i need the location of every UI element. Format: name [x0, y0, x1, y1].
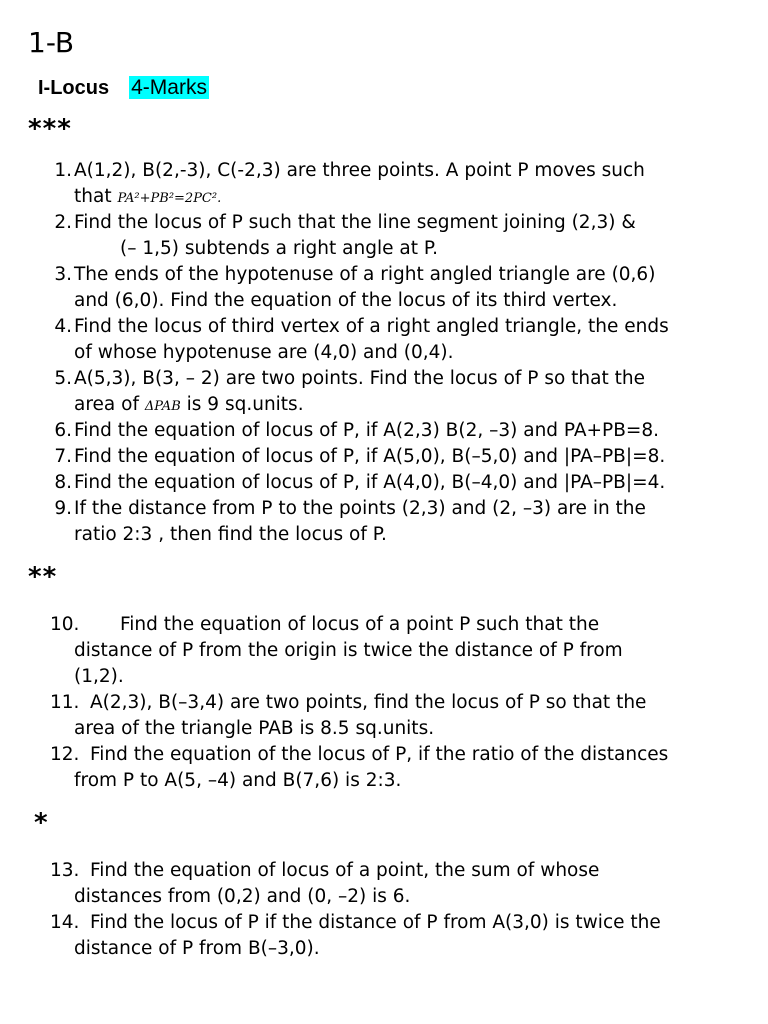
question-text: Find the locus of P if the distance of P from A(3,0) is twice the: [90, 912, 661, 933]
question-text: Find the equation of locus of a point P such that the: [120, 614, 600, 635]
question-text-line2: from P to A(5, –4) and B(7,6) is 2:3.: [74, 770, 402, 791]
question-number: 12.: [50, 744, 80, 765]
question-text: A(1,2), B(2,-3), C(-2,3) are three points. A point P moves such: [74, 160, 645, 181]
question-number: 4.: [54, 316, 72, 337]
question-text-line2: ratio 2:3 , then find the locus of P.: [74, 524, 387, 545]
question-text-line2: area of the triangle PAB is 8.5 sq.units.: [74, 718, 435, 739]
question-text: A(5,3), B(3, – 2) are two points. Find the locus of P so that the: [74, 368, 645, 389]
topic-label: I-Locus: [38, 77, 110, 99]
equation: PA²+PB²=2PC².: [117, 191, 222, 206]
question-number: 5.: [54, 368, 72, 389]
section-two-star: **: [28, 562, 58, 592]
question-text-line2: that PA²+PB²=2PC².: [74, 186, 222, 207]
question-number: 11.: [50, 692, 80, 713]
question-text: Find the equation of locus of P, if A(4,0), B(–4,0) and |PA–PB|=4.: [74, 472, 666, 493]
question-number: 14.: [50, 912, 80, 933]
question-text: Find the equation of locus of P, if A(5,0), B(–5,0) and |PA–PB|=8.: [74, 446, 666, 467]
question-number: 13.: [50, 860, 80, 881]
question-number: 6.: [54, 420, 72, 441]
question-text: The ends of the hypotenuse of a right angled triangle are (0,6): [74, 264, 656, 285]
question-number: 2.: [54, 212, 72, 233]
section-three-star: ***: [28, 114, 72, 144]
section-one-star: *: [34, 808, 49, 838]
question-text: Find the equation of locus of P, if A(2,3) B(2, –3) and PA+PB=8.: [74, 420, 660, 441]
question-text: Find the locus of P such that the line segment joining (2,3) &: [74, 212, 636, 233]
question-text: Find the locus of third vertex of a right angled triangle, the ends: [74, 316, 669, 337]
question-text-line2: distances from (0,2) and (0, –2) is 6.: [74, 886, 411, 907]
question-number: 10.: [50, 614, 80, 635]
question-text-line3: (1,2).: [74, 666, 124, 687]
question-number: 9.: [54, 498, 72, 519]
question-text-line2: distance of P from the origin is twice the distance of P from: [74, 640, 623, 661]
question-text-line2: and (6,0). Find the equation of the locus of its third vertex.: [74, 290, 618, 311]
question-text: Find the equation of locus of a point, the sum of whose: [90, 860, 600, 881]
marks-badge: 4-Marks: [131, 76, 207, 99]
triangle-symbol: ΔPAB: [144, 399, 181, 414]
question-text-line2: distance of P from B(–3,0).: [74, 938, 320, 959]
question-number: 8.: [54, 472, 72, 493]
page-title: 1-B: [28, 26, 75, 59]
question-number: 7.: [54, 446, 72, 467]
question-text: Find the equation of the locus of P, if the ratio of the distances: [90, 744, 669, 765]
question-text-line2: area of ΔPAB is 9 sq.units.: [74, 394, 304, 415]
question-text-line2: of whose hypotenuse are (4,0) and (0,4).: [74, 342, 454, 363]
question-text: If the distance from P to the points (2,3) and (2, –3) are in the: [74, 498, 646, 519]
question-number: 3.: [54, 264, 72, 285]
question-text-line2: (– 1,5) subtends a right angle at P.: [120, 238, 438, 259]
question-text: A(2,3), B(–3,4) are two points, find the locus of P so that the: [90, 692, 647, 713]
question-number: 1.: [54, 160, 72, 181]
topic-heading: [38, 76, 209, 100]
